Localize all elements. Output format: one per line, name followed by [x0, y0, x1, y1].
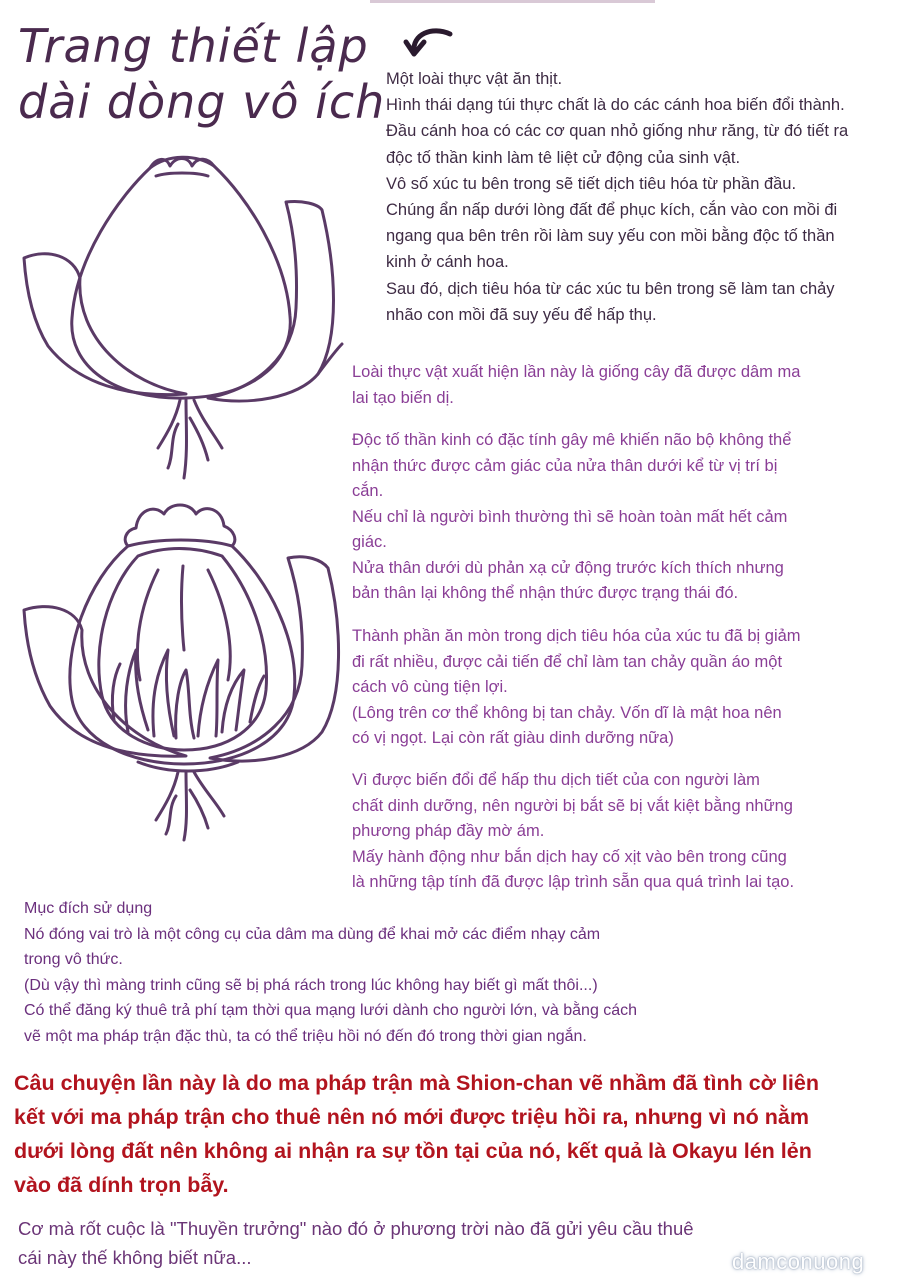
curved-arrow-icon [402, 20, 462, 60]
story-line: Câu chuyện lần này là do ma pháp trận mà Shion-chan vẽ nhầm đã tình cờ liên [14, 1071, 819, 1095]
usage-block [24, 896, 637, 1049]
note-line: bản thân lại không thể nhận thức được trạng thái đó. [352, 584, 739, 602]
title-line: Trang thiết lập [18, 19, 369, 73]
closed-flower-sketch [18, 148, 358, 488]
description-line: Hình thái dạng túi thực chất là do các cánh hoa biến đổi thành. [386, 96, 845, 115]
top-edge-strip [370, 0, 655, 3]
description-line: nhão con mồi đã suy yếu để hấp thụ. [386, 305, 657, 324]
note-paragraph-neurotoxin [352, 428, 791, 607]
description-line: Chúng ẩn nấp dưới lòng đất để phục kích, cắn vào con mồi đi [386, 201, 838, 220]
note-line: Mấy hành động như bắn dịch hay cố xịt vào bên trong cũng [352, 847, 787, 866]
closing-line: cái này thế không biết nữa... [18, 1247, 252, 1268]
watermark: damconuong [732, 1249, 865, 1274]
note-line: (Lông trên cơ thể không bị tan chảy. Vốn dĩ là mật hoa nên [352, 703, 782, 722]
usage-line: (Dù vậy thì màng trinh cũng sẽ bị phá rách trong lúc không hay biết gì mất thôi...) [24, 976, 598, 994]
closing-remark-block [18, 1214, 694, 1272]
story-line: vào đã dính trọn bẫy. [14, 1173, 229, 1197]
description-line: độc tố thần kinh làm tê liệt cử động của sinh vật. [386, 148, 741, 167]
usage-line: trong vô thức. [24, 951, 123, 968]
usage-line: vẽ một ma pháp trận đặc thù, ta có thể triệu hồi nó đến đó trong thời gian ngắn. [24, 1027, 587, 1045]
note-paragraph-nutrition [352, 768, 794, 896]
open-flower-sketch [18, 500, 358, 845]
usage-line: Nó đóng vai trò là một công cụ của dâm ma dùng để khai mở các điểm nhạy cảm [24, 925, 601, 943]
description-line: kinh ở cánh hoa. [386, 253, 509, 272]
note-line: có vị ngọt. Lại còn rất giàu dinh dưỡng nữa) [352, 729, 674, 747]
note-line: Nếu chỉ là người bình thường thì sẽ hoàn toàn mất hết cảm [352, 507, 788, 526]
note-line: giác. [352, 533, 387, 551]
note-line: phương pháp đầy mờ ám. [352, 822, 545, 840]
note-line: Loài thực vật xuất hiện lần này là giống cây đã được dâm ma [352, 363, 801, 381]
note-paragraph-digestive [352, 624, 801, 752]
description-line: Đầu cánh hoa có các cơ quan nhỏ giống như răng, từ đó tiết ra [386, 122, 849, 141]
note-line: đi rất nhiều, được cải tiến để chỉ làm tan chảy quần áo một [352, 652, 783, 671]
story-line: kết với ma pháp trận cho thuê nên nó mới được triệu hồi ra, nhưng vì nó nằm [14, 1105, 809, 1129]
usage-heading: Mục đích sử dụng [24, 900, 153, 917]
description-line: ngang qua bên trên rồi làm suy yếu con mồi bằng độc tố thần [386, 227, 835, 246]
story-note-block [14, 1066, 819, 1202]
page-title [18, 18, 398, 130]
note-line: lai tạo biến dị. [352, 388, 454, 407]
note-line: cách vô cùng tiện lợi. [352, 678, 508, 696]
note-line: nhận thức được cảm giác của nửa thân dưới kể từ vị trí bị [352, 456, 778, 475]
description-block [386, 66, 848, 328]
note-line: là những tập tính đã được lập trình sẵn qua quá trình lai tạo. [352, 873, 795, 891]
description-line: Vô số xúc tu bên trong sẽ tiết dịch tiêu hóa từ phần đầu. [386, 174, 797, 193]
note-line: cắn. [352, 482, 384, 500]
note-paragraph-origin [352, 360, 800, 411]
note-line: Vì được biến đổi để hấp thu dịch tiết của con người làm [352, 771, 760, 789]
closing-line: Cơ mà rốt cuộc là "Thuyền trưởng" nào đó ở phương trời nào đã gửi yêu cầu thuê [18, 1218, 694, 1239]
usage-line: Có thể đăng ký thuê trả phí tạm thời qua mạng lưới dành cho người lớn, và bằng cách [24, 1002, 638, 1019]
note-line: Nửa thân dưới dù phản xạ cử động trước kích thích nhưng [352, 558, 784, 577]
note-line: Thành phần ăn mòn trong dịch tiêu hóa của xúc tu đã bị giảm [352, 627, 801, 645]
note-line: chất dinh dưỡng, nên người bị bắt sẽ bị vắt kiệt bằng những [352, 796, 793, 815]
description-line: Sau đó, dịch tiêu hóa từ các xúc tu bên trong sẽ làm tan chảy [386, 279, 835, 298]
note-line: Độc tố thần kinh có đặc tính gây mê khiến não bộ không thể [352, 431, 792, 449]
story-line: dưới lòng đất nên không ai nhận ra sự tồn tại của nó, kết quả là Okayu lén lẻn [14, 1139, 812, 1163]
title-line: dài dòng vô ích [18, 75, 386, 129]
description-line: Một loài thực vật ăn thịt. [386, 70, 563, 88]
